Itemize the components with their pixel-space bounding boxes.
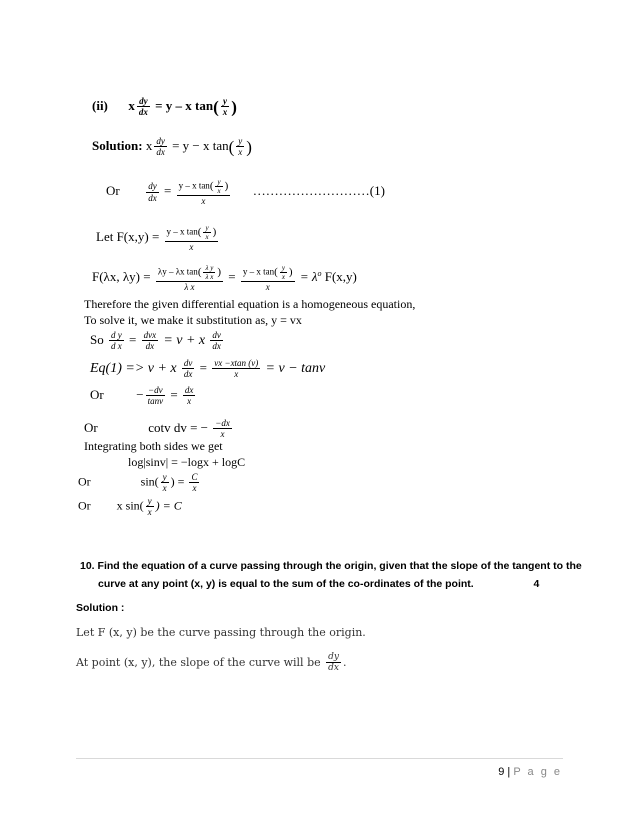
therefore-text: Therefore the given differential equation is a homogeneous equation,	[84, 297, 416, 311]
final-answer: Or x sin( $\frac{y}{x}$ ) = C	[78, 496, 182, 518]
let-f-definition: Let F(x,y) = y – x tan( $\frac{y}{x}$ ) x	[96, 224, 217, 253]
fraction: $\frac{dy}{dx}$	[138, 96, 148, 118]
question-line-1: Find the equation of a curve passing through the origin, given that the slope of the tangent to the	[97, 560, 582, 572]
substitution-text: To solve it, we make it substitution as, y = vx	[84, 313, 302, 327]
question-number: 10.	[80, 560, 95, 572]
page-footer: 9 | P a g e	[498, 766, 562, 778]
embedded-line-1: Let F (x, y) be the curve passing through the origin.	[76, 626, 366, 639]
integrating-text: Integrating both sides we get	[84, 439, 223, 453]
solution-equation: Solution: x $\frac{dy}{dx}$ = y − x tan( $\frac{y}{x}$ )	[92, 136, 252, 158]
eq1-substitution: Eq(1) => v + x $\frac{dv}{dx}$ = $\frac{vx -xtan (v)}{x}$ = v − tanv	[90, 358, 326, 380]
sin-equation: Or sin( $\frac{y}{x}$ ) = $\frac{C}{x}$	[78, 472, 198, 494]
page-word: P a g e	[513, 766, 562, 778]
footer-divider	[76, 758, 563, 759]
page-number: 9	[498, 766, 505, 778]
cot-equation: Or cotv dv = − $\frac{-dx}{x}$	[84, 418, 230, 440]
log-equation: log|sinv| = −logx + logC	[128, 455, 246, 469]
part-ii-equation: (ii) x $\frac{dy}{dx}$ = y – x tan( $\frac{y}{x}$ )	[92, 96, 237, 118]
so-equation: So $\frac{\text{d y}}{\text{d x}}$ = $\frac{\text{dvx}}{dx}$ = v + x $\frac{dv}{dx}$	[90, 330, 221, 352]
equation-1: Or $\frac{dy}{dx}$ = y – x tan( $\frac{y}{x}$ ) x ………………………(1)	[106, 178, 385, 207]
solution-label: Solution:	[92, 137, 143, 153]
separated-equation: Or − $\frac{-dv}{\tan v}$ = $\frac{dx}{x}$	[90, 385, 194, 407]
question-10	[80, 561, 582, 572]
part-ii-label: (ii)	[92, 97, 108, 113]
question-marks: 4	[533, 578, 540, 590]
f-lambda-equation: F(λx, λy) = λy – λx tan( $\frac{\text{λ y}}{\text{λ x}}$ ) λ x = y – x tan( $\frac{y}{x}$ ) x = $\lambda^o$ F(x,y)	[92, 264, 357, 293]
embedded-line-2: At point (x, y), the slope of the curve will be $\frac{dy}{dx}$ .	[76, 652, 347, 674]
question-10-line-2: curve at any point (x, y) is equal to the sum of the co-ordinates of the point. 4	[98, 578, 540, 590]
solution-heading: Solution :	[76, 602, 125, 614]
equation-number: ………………………(1)	[252, 183, 385, 199]
